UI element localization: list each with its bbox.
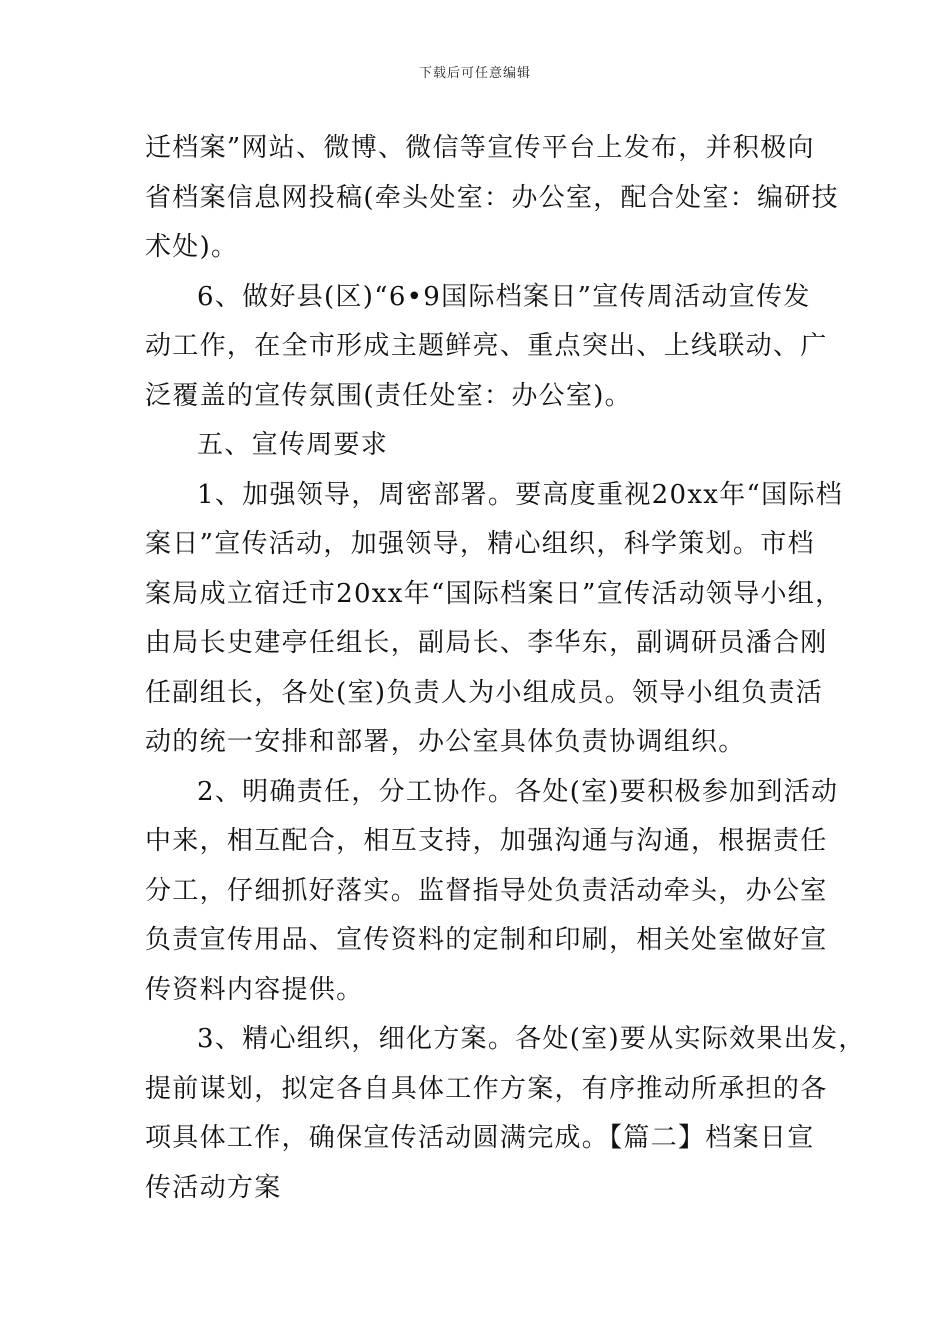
text-line: 项具体工作，确保宣传活动圆满完成。【篇二】档案日宣 — [145, 1123, 815, 1153]
section-heading: 五、宣传周要求 — [197, 430, 389, 460]
text-line: 由局长史建亭任组长，副局长、李华东，副调研员潘合刚 — [145, 628, 828, 658]
text-line: 动的统一安排和部署，办公室具体负责协调组织。 — [145, 727, 746, 757]
document-body — [145, 124, 866, 1213]
text-line: 案日”宣传活动，加强领导，精心组织，科学策划。市档 — [145, 529, 815, 559]
text-line: 负责宣传用品、宣传资料的定制和印刷，相关处室做好宣 — [145, 925, 828, 955]
text-line: 提前谋划，拟定各自具体工作方案，有序推动所承担的各 — [145, 1073, 828, 1104]
paragraph-start-line: 2、明确责任，分工协作。各处(室)要积极参加到活动 — [197, 776, 839, 807]
text-line: 中来，相互配合，相互支持，加强沟通与沟通，根据责任 — [145, 826, 828, 856]
page-header: 下载后可任意编辑 — [418, 66, 531, 81]
text-line: 迁档案”网站、微博、微信等宣传平台上发布，并积极向 — [145, 133, 815, 163]
paragraph-start-line: 3、精心组织，细化方案。各处(室)要从实际效果出发， — [197, 1024, 866, 1054]
text-line: 分工，仔细抓好落实。监督指导处负责活动牵头，办公室 — [145, 875, 828, 906]
text-line: 任副组长，各处(室)负责人为小组成员。领导小组负责活 — [145, 677, 824, 708]
text-line: 省档案信息网投稿(牵头处室：办公室，配合处室：编研技 — [145, 182, 839, 213]
text-line: 泛覆盖的宣传氛围(责任处室：办公室)。 — [145, 380, 632, 411]
text-line: 传活动方案 — [145, 1172, 282, 1203]
paragraph-start-line: 6、做好县(区)“6•9国际档案日”宣传周活动宣传发 — [197, 281, 811, 312]
text-line: 术处)。 — [145, 232, 239, 262]
text-line: 传资料内容提供。 — [145, 974, 364, 1005]
text-line: 动工作，在全市形成主题鲜亮、重点突出、上线联动、广 — [145, 331, 828, 361]
text-line: 案局成立宿迁市20xx年“国际档案日”宣传活动领导小组， — [145, 578, 843, 609]
paragraph-start-line: 1、加强领导，周密部署。要高度重视20xx年“国际档 — [197, 479, 844, 510]
